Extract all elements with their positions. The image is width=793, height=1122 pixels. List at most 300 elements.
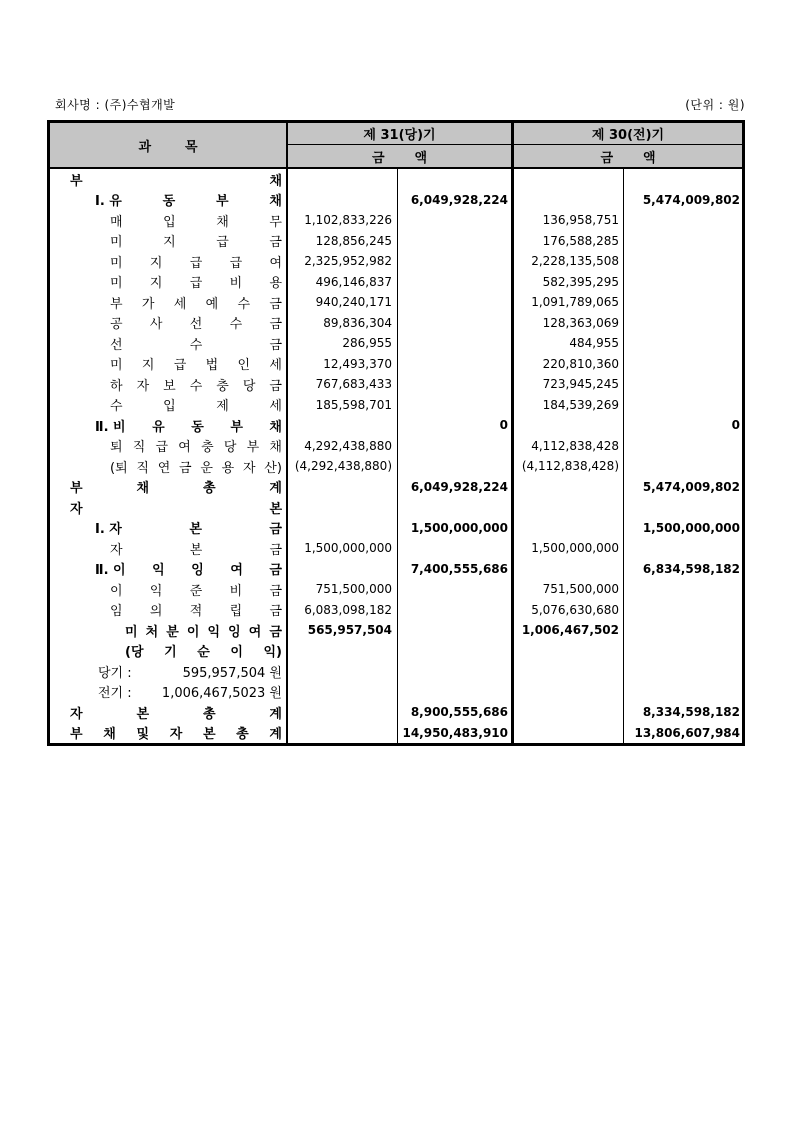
amount-previous-detail: 751,500,000 <box>514 579 624 600</box>
account-name-segment: 준 <box>189 583 203 599</box>
account-name-segment: 의 <box>149 604 163 620</box>
amount-current-detail: 185,598,701 <box>288 395 398 416</box>
amount-previous-total: 13,806,607,984 <box>634 725 740 740</box>
account-name-segment: 세 <box>269 399 282 415</box>
account-name <box>50 190 288 211</box>
account-name <box>50 354 288 375</box>
account-name-segment: 금 <box>269 624 282 640</box>
account-name-segment: 동 <box>162 194 176 210</box>
table-row <box>50 231 742 252</box>
amount-previous-detail: 1,006,467,502 <box>514 620 624 641</box>
account-name <box>50 395 288 416</box>
account-name-segment: 무 <box>269 214 282 230</box>
account-name-segment: 수 <box>237 296 251 312</box>
account-name-segment: 퇴 <box>110 440 123 456</box>
account-name <box>50 620 288 641</box>
amount-current-detail: 286,955 <box>288 333 398 354</box>
account-name-segment: 입 <box>163 399 176 415</box>
amount-current-total <box>398 436 514 457</box>
amount-previous-total <box>624 231 742 252</box>
account-name-segment: 직 <box>136 460 149 476</box>
account-name-segment: 금 <box>269 296 282 312</box>
account-name-segment: 잉 <box>228 624 241 640</box>
amount-current-detail: 1,500,000,000 <box>288 538 398 559</box>
account-name-segment: 금 <box>269 317 282 333</box>
table-row <box>50 436 742 457</box>
amount-previous-total <box>624 641 742 662</box>
account-name-segment: 금 <box>269 583 282 599</box>
amount-current-detail <box>288 190 398 211</box>
amount-current-total <box>398 333 514 354</box>
account-name-segment: 수 <box>189 337 203 353</box>
account-name <box>50 292 288 313</box>
account-name <box>50 374 288 395</box>
account-name <box>50 497 288 518</box>
account-name-segment: 익 <box>207 624 221 640</box>
table-row <box>50 600 742 621</box>
amount-previous-detail: 176,588,285 <box>514 231 624 252</box>
amount-current-total: 6,049,928,224 <box>398 477 514 498</box>
account-name <box>50 231 288 252</box>
account-name-segment: 이 <box>110 583 123 599</box>
account-name-segment: 금 <box>269 542 282 558</box>
table-row <box>50 641 742 662</box>
amount-previous-total <box>624 456 742 477</box>
account-name <box>50 723 288 744</box>
account-name-segment: 보 <box>163 378 176 394</box>
account-name-segment: 익 <box>152 563 165 579</box>
amount-previous-total <box>624 169 742 190</box>
amount-current-detail <box>288 415 398 436</box>
account-name-segment: 채 <box>103 727 116 743</box>
account-name-segment: 계 <box>269 706 282 722</box>
account-name-segment: 부 <box>70 481 83 497</box>
table-row <box>50 538 742 559</box>
account-name-segment: 급 <box>189 255 203 271</box>
account-name-segment: 자 <box>242 460 256 476</box>
account-name-segment: 지 <box>141 358 155 374</box>
account-name-segment: 분 <box>166 624 179 640</box>
header-amount-char-2: 액 <box>414 150 428 166</box>
amount-current-total: 14,950,483,910 <box>398 723 514 744</box>
table-row <box>50 415 742 436</box>
account-name-segment: 지 <box>163 235 176 251</box>
account-name-segment: 지 <box>149 255 163 271</box>
account-name-segment: 잉 <box>191 563 204 579</box>
account-name-segment: (퇴 <box>110 460 128 476</box>
account-name <box>50 579 288 600</box>
amount-current-detail <box>288 682 398 703</box>
account-name-segment: 립 <box>229 604 243 620</box>
amount-current-detail: 89,836,304 <box>288 313 398 334</box>
account-name-segment: 부 <box>246 440 260 456</box>
account-name-segment: 급 <box>216 235 229 251</box>
account-name-segment: 연 <box>157 460 171 476</box>
table-body <box>50 169 742 743</box>
account-name <box>50 682 288 703</box>
account-name <box>50 702 288 723</box>
amount-current-total <box>398 251 514 272</box>
amount-previous-detail <box>514 559 624 580</box>
header-period-previous: 제 30(전)기 <box>514 123 742 145</box>
account-name-segment: 사 <box>149 317 163 333</box>
table-row <box>50 313 742 334</box>
account-name <box>50 272 288 293</box>
account-name-segment: 세 <box>173 296 187 312</box>
account-name-segment: 지 <box>149 276 163 292</box>
amount-current-detail <box>288 559 398 580</box>
amount-previous-detail: 136,958,751 <box>514 210 624 231</box>
account-name-segment: 금 <box>269 522 282 538</box>
table-row <box>50 579 742 600</box>
amount-previous-total <box>624 251 742 272</box>
account-name-segment: 금 <box>179 460 192 476</box>
amount-current-total <box>398 374 514 395</box>
amount-previous-detail <box>514 190 624 211</box>
account-name <box>50 210 288 231</box>
account-name-segment: 익 <box>149 583 163 599</box>
account-name-segment: 직 <box>132 440 146 456</box>
account-name-segment: 기 <box>164 645 177 661</box>
account-name-segment: 채 <box>269 173 282 189</box>
account-name-segment: 익) <box>263 645 282 661</box>
account-name-segment: Ⅰ. 유 <box>95 194 122 210</box>
account-name-segment: 부 <box>70 173 83 189</box>
amount-current-total: 8,900,555,686 <box>398 702 514 723</box>
amount-previous-total <box>624 333 742 354</box>
amount-current-total <box>398 682 514 703</box>
table-row <box>50 354 742 375</box>
table-row <box>50 559 742 580</box>
table-row <box>50 333 742 354</box>
header-amount-previous <box>514 145 742 167</box>
note-label: 당기 : <box>98 665 132 681</box>
account-name-segment: 급 <box>189 276 203 292</box>
note-value: 1,006,467,5023 원 <box>161 686 282 702</box>
amount-current-detail <box>288 477 398 498</box>
amount-previous-total: 6,834,598,182 <box>642 561 740 576</box>
account-name-segment: 채 <box>269 194 282 210</box>
amount-current-total: 1,500,000,000 <box>398 518 514 539</box>
amount-previous-total <box>624 210 742 231</box>
account-name-segment: 자 <box>70 501 83 517</box>
amount-previous-detail <box>514 477 624 498</box>
account-name <box>50 456 288 477</box>
account-name-segment: 비 <box>229 276 243 292</box>
account-name-segment: 제 <box>216 399 229 415</box>
account-name-segment: 금 <box>269 563 282 579</box>
amount-current-detail <box>288 641 398 662</box>
amount-current-detail <box>288 661 398 682</box>
unit-label: (단위 : 원) <box>685 98 745 112</box>
amount-previous-total <box>624 661 742 682</box>
table-row <box>50 395 742 416</box>
amount-current-detail: 6,083,098,182 <box>288 600 398 621</box>
amount-current-detail: (4,292,438,880) <box>288 456 398 477</box>
amount-current-total <box>398 272 514 293</box>
account-name-segment: 부 <box>110 296 123 312</box>
table-row <box>50 518 742 539</box>
document-meta-line <box>55 96 745 113</box>
amount-previous-total: 5,474,009,802 <box>642 479 740 494</box>
amount-current-detail <box>288 518 398 539</box>
amount-previous-total: 0 <box>731 418 740 433</box>
amount-current-detail <box>288 702 398 723</box>
account-name-segment: 여 <box>248 624 262 640</box>
account-name-segment: 총 <box>202 481 216 497</box>
account-name-segment: 채 <box>136 481 150 497</box>
account-name-segment: 계 <box>269 727 282 743</box>
amount-current-detail <box>288 169 398 190</box>
account-name-segment: 선 <box>189 317 203 333</box>
account-name-segment: 본 <box>202 727 216 743</box>
amount-current-detail: 751,500,000 <box>288 579 398 600</box>
amount-current-total <box>398 231 514 252</box>
account-name-segment: 세 <box>269 358 282 374</box>
account-name-segment: 채 <box>269 440 282 456</box>
amount-previous-total: 1,500,000,000 <box>642 520 740 535</box>
amount-previous-total <box>624 620 742 641</box>
header-period-current: 제 31(당)기 <box>288 123 514 145</box>
amount-current-total: 7,400,555,686 <box>398 559 514 580</box>
amount-previous-total <box>624 600 742 621</box>
table-row <box>50 251 742 272</box>
account-name-segment: 미 <box>125 624 138 640</box>
account-name-segment: 총 <box>202 706 216 722</box>
header-amount-char-2: 액 <box>643 150 656 166</box>
amount-current-total <box>398 579 514 600</box>
account-name-segment: 처 <box>145 624 159 640</box>
account-name-segment: 채 <box>269 419 282 435</box>
amount-previous-total <box>624 374 742 395</box>
amount-previous-total <box>624 436 742 457</box>
table-row <box>50 210 742 231</box>
account-name-segment: 당 <box>223 440 237 456</box>
amount-previous-total: 8,334,598,182 <box>642 705 740 720</box>
account-name <box>50 641 288 662</box>
account-name-segment: 급 <box>229 255 243 271</box>
account-name-segment: 계 <box>269 481 282 497</box>
account-name-segment: 매 <box>110 214 123 230</box>
amount-previous-total <box>624 292 742 313</box>
account-name-segment: 금 <box>269 604 282 620</box>
account-name <box>50 313 288 334</box>
header-account-column <box>50 123 288 167</box>
account-name <box>50 518 288 539</box>
table-row <box>50 292 742 313</box>
account-name-segment: 급 <box>155 440 169 456</box>
amount-current-total <box>398 354 514 375</box>
account-name-segment: 공 <box>110 317 123 333</box>
account-name-segment: 미 <box>110 276 123 292</box>
amount-current-detail: 12,493,370 <box>288 354 398 375</box>
account-name-segment: 이 <box>186 624 200 640</box>
header-amount-char-1: 금 <box>371 150 385 166</box>
amount-current-detail: 565,957,504 <box>288 620 398 641</box>
account-name-segment: 금 <box>269 337 282 353</box>
account-name <box>50 436 288 457</box>
account-name-segment: 자 <box>70 706 83 722</box>
amount-previous-detail: 184,539,269 <box>514 395 624 416</box>
account-name-segment: 여 <box>230 563 243 579</box>
header-amount-char-1: 금 <box>600 150 613 166</box>
table-row <box>50 702 742 723</box>
account-name-segment: 운 <box>200 460 213 476</box>
amount-current-total <box>398 313 514 334</box>
account-name-segment: Ⅱ. 비 <box>95 419 126 435</box>
account-name-segment: 및 <box>136 727 150 743</box>
account-name-segment: 비 <box>229 583 243 599</box>
table-row <box>50 477 742 498</box>
amount-previous-detail <box>514 661 624 682</box>
table-row <box>50 682 742 703</box>
account-name-segment: 입 <box>163 214 176 230</box>
amount-current-total <box>398 497 514 518</box>
amount-current-detail: 2,325,952,982 <box>288 251 398 272</box>
amount-current-total <box>398 292 514 313</box>
header-amount-current <box>288 145 514 167</box>
account-name-segment: 산) <box>264 460 282 476</box>
account-name-segment: 자 <box>169 727 183 743</box>
amount-previous-detail <box>514 702 624 723</box>
account-name-segment: 충 <box>216 378 229 394</box>
account-name-segment: 채 <box>216 214 229 230</box>
header-account-char-2: 목 <box>185 139 198 155</box>
amount-current-detail: 767,683,433 <box>288 374 398 395</box>
account-name <box>50 169 288 190</box>
account-name-segment: 본 <box>189 522 202 538</box>
amount-previous-total <box>624 395 742 416</box>
account-name-segment: 가 <box>141 296 155 312</box>
header-account-char-1: 과 <box>138 139 151 155</box>
account-name <box>50 559 288 580</box>
account-name-segment: 본 <box>189 542 203 558</box>
account-name-segment: 수 <box>229 317 243 333</box>
amount-current-total <box>398 641 514 662</box>
table-row <box>50 190 742 211</box>
table-row <box>50 456 742 477</box>
amount-current-detail <box>288 497 398 518</box>
amount-previous-detail <box>514 682 624 703</box>
amount-previous-detail <box>514 169 624 190</box>
amount-previous-total <box>624 497 742 518</box>
account-name-segment: 이 <box>230 645 243 661</box>
table-row <box>50 661 742 682</box>
amount-current-detail: 1,102,833,226 <box>288 210 398 231</box>
account-name-segment: 용 <box>221 460 235 476</box>
amount-current-total: 6,049,928,224 <box>398 190 514 211</box>
account-name-segment: 예 <box>205 296 219 312</box>
amount-previous-total <box>624 538 742 559</box>
account-name-segment: 금 <box>269 235 282 251</box>
account-name-segment: 인 <box>237 358 251 374</box>
account-name-segment: 적 <box>189 604 203 620</box>
amount-current-detail: 4,292,438,880 <box>288 436 398 457</box>
amount-previous-total <box>624 313 742 334</box>
account-name-segment: 부 <box>216 194 229 210</box>
amount-current-total <box>398 620 514 641</box>
amount-previous-total <box>624 682 742 703</box>
table-row <box>50 620 742 641</box>
account-name-segment: 금 <box>269 378 282 394</box>
account-name-segment: 법 <box>205 358 219 374</box>
account-name-segment: 당 <box>242 378 256 394</box>
amount-current-total <box>398 210 514 231</box>
account-name-segment: Ⅱ. 이 <box>95 563 126 579</box>
account-name-segment: 동 <box>191 419 204 435</box>
account-name-segment: 여 <box>269 255 282 271</box>
amount-current-total <box>398 600 514 621</box>
account-name-segment: 유 <box>152 419 165 435</box>
amount-previous-detail: 1,500,000,000 <box>514 538 624 559</box>
amount-current-detail: 940,240,171 <box>288 292 398 313</box>
amount-current-total <box>398 169 514 190</box>
company-name-label: 회사명 : (주)수협개발 <box>55 98 176 112</box>
amount-previous-detail: 4,112,838,428 <box>514 436 624 457</box>
account-name-segment: 하 <box>110 378 123 394</box>
account-name-segment: 부 <box>230 419 243 435</box>
account-name-segment: (당 <box>125 645 144 661</box>
amount-previous-detail: 484,955 <box>514 333 624 354</box>
account-name-segment: 미 <box>110 235 123 251</box>
amount-previous-detail: 5,076,630,680 <box>514 600 624 621</box>
account-name <box>50 538 288 559</box>
account-name <box>50 600 288 621</box>
table-row <box>50 497 742 518</box>
account-name-segment: 충 <box>201 440 214 456</box>
amount-previous-detail: 582,395,295 <box>514 272 624 293</box>
account-name-segment: 본 <box>269 501 282 517</box>
account-name-segment: 순 <box>197 645 210 661</box>
account-name-segment: 미 <box>110 358 123 374</box>
amount-previous-detail: 220,810,360 <box>514 354 624 375</box>
amount-current-total <box>398 395 514 416</box>
amount-previous-total <box>624 272 742 293</box>
amount-previous-detail: 2,228,135,508 <box>514 251 624 272</box>
amount-previous-detail <box>514 415 624 436</box>
account-name-segment: 급 <box>173 358 187 374</box>
account-name-segment: Ⅰ. 자 <box>95 522 122 538</box>
account-name-segment: 본 <box>136 706 150 722</box>
account-name <box>50 661 288 682</box>
amount-previous-total <box>624 579 742 600</box>
amount-current-total: 0 <box>398 415 514 436</box>
amount-previous-detail: 128,363,069 <box>514 313 624 334</box>
account-name-segment: 수 <box>110 399 123 415</box>
account-name-segment: 임 <box>110 604 123 620</box>
account-name-segment: 자 <box>136 378 150 394</box>
amount-previous-detail: (4,112,838,428) <box>514 456 624 477</box>
amount-current-detail <box>288 723 398 744</box>
amount-previous-detail <box>514 723 624 744</box>
amount-current-detail: 128,856,245 <box>288 231 398 252</box>
balance-sheet-table <box>47 120 745 746</box>
amount-previous-total: 5,474,009,802 <box>642 192 740 207</box>
table-row <box>50 272 742 293</box>
table-header <box>50 123 742 169</box>
amount-current-total <box>398 661 514 682</box>
amount-current-total <box>398 456 514 477</box>
table-row <box>50 169 742 190</box>
account-name-segment: 여 <box>178 440 191 456</box>
amount-current-total <box>398 538 514 559</box>
account-name-segment: 수 <box>189 378 203 394</box>
amount-previous-detail: 1,091,789,065 <box>514 292 624 313</box>
account-name-segment: 선 <box>110 337 123 353</box>
amount-previous-detail <box>514 641 624 662</box>
table-row <box>50 374 742 395</box>
note-value: 595,957,504 원 <box>182 665 282 681</box>
